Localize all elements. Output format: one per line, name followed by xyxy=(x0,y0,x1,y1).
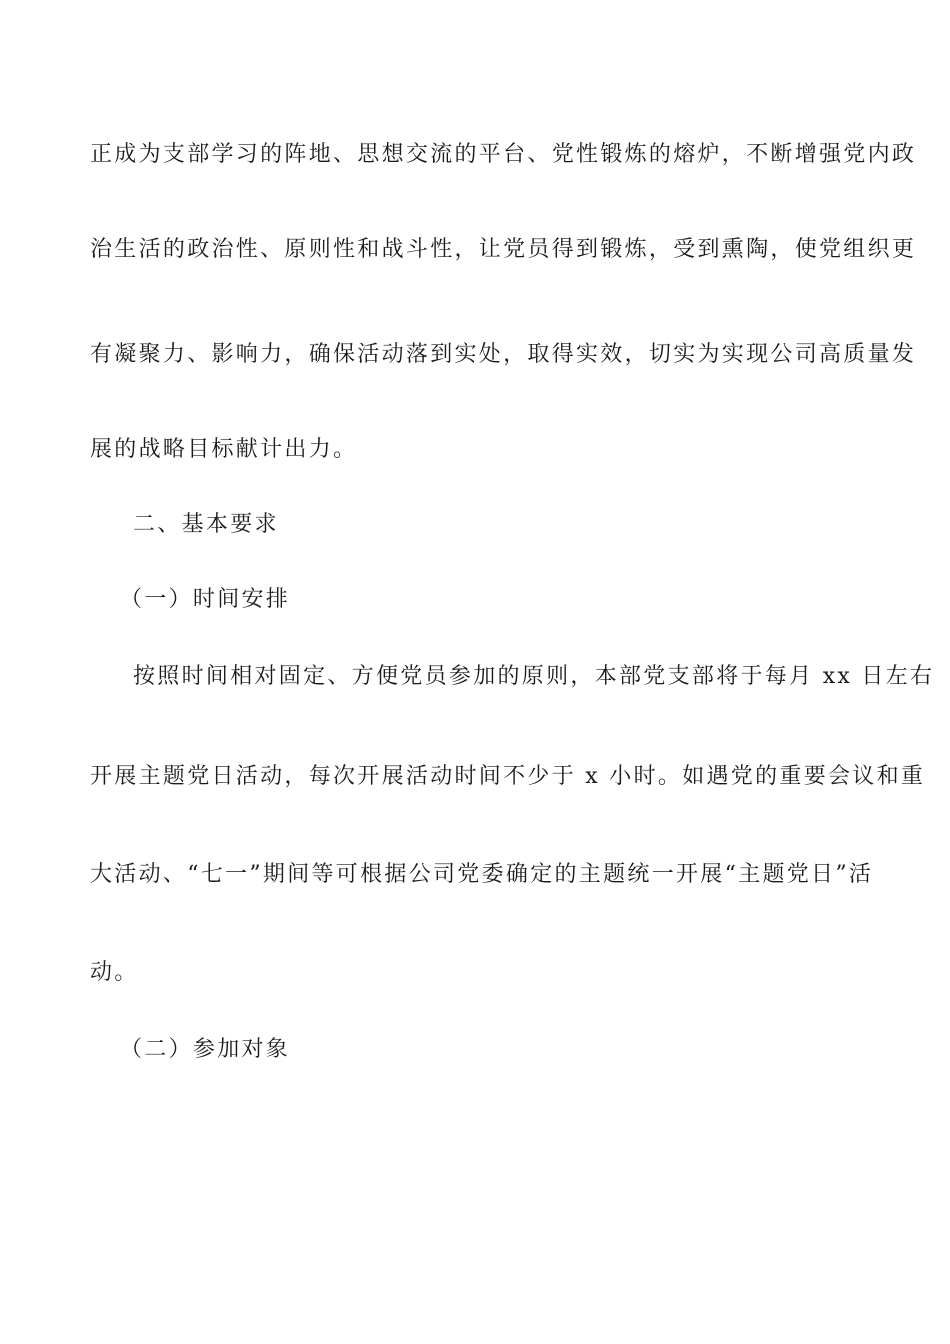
section-heading: 二、基本要求 xyxy=(133,512,279,537)
body-line-8: 动。 xyxy=(90,960,139,985)
body-line-4: 展的战略目标献计出力。 xyxy=(90,437,358,462)
body-line-1: 正成为支部学习的阵地、思想交流的平台、党性锻炼的熔炉，不断增强党内政 xyxy=(90,142,917,167)
body-line-5: 按照时间相对固定、方便党员参加的原则，本部党支部将于每月 xx 日左右 xyxy=(133,664,935,689)
body-line-3: 有凝聚力、影响力，确保活动落到实处，取得实效，切实为实现公司高质量发 xyxy=(90,342,917,367)
body-line-7: 大活动、“七一”期间等可根据公司党委确定的主题统一开展“主题党日”活 xyxy=(90,862,874,887)
subsection-heading-2: （二）参加对象 xyxy=(120,1037,291,1062)
body-line-6: 开展主题党日活动，每次开展活动时间不少于 x 小时。如遇党的重要会议和重 xyxy=(90,764,926,789)
body-line-2: 治生活的政治性、原则性和战斗性，让党员得到锻炼，受到熏陶，使党组织更 xyxy=(90,237,917,262)
subsection-heading-1: （一）时间安排 xyxy=(120,587,291,612)
